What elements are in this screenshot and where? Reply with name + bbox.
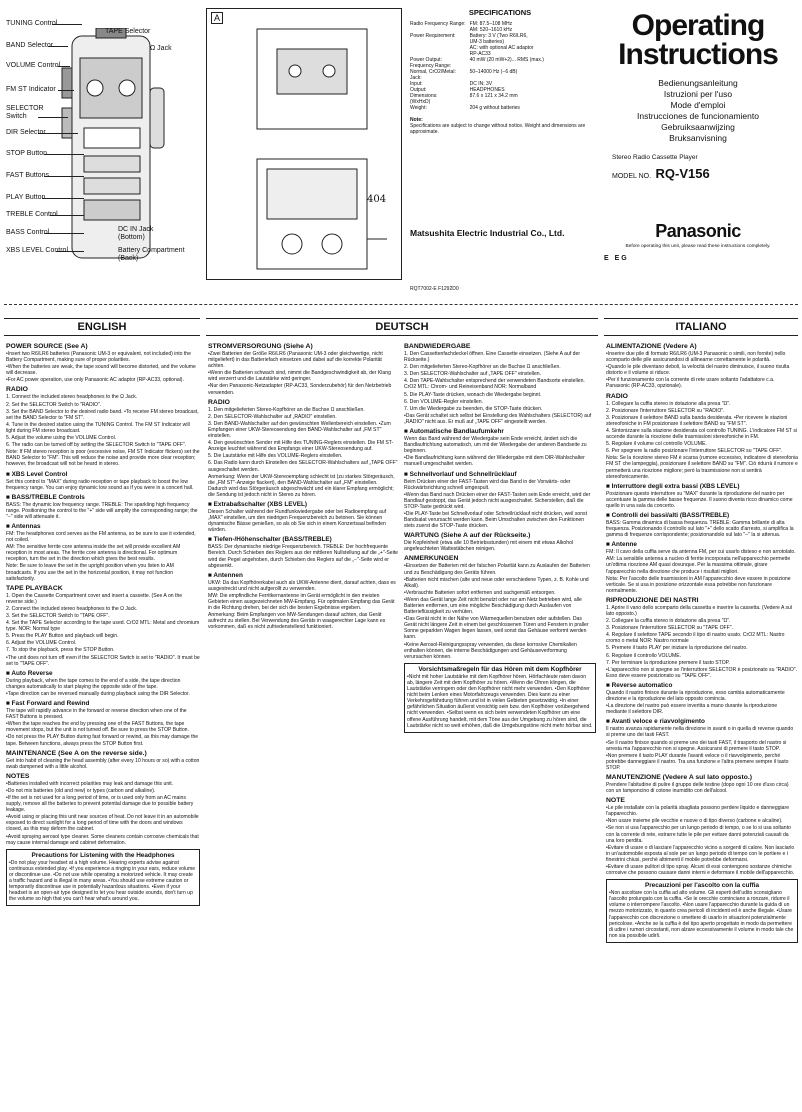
body-text: 6. The radio can be turned off by setting the SELECTOR Switch to "TAPE OFF". [6,442,187,449]
body-text: •When the batteries are weak, the tape sound will become distorted, and the volume will decrease. [6,364,196,377]
body-text: 4. Tune in the desired station using the TUNING Control. The FM ST Indicator will light during FM stereo broadcast. [6,421,190,434]
precautions-box [606,879,798,943]
body-text: •The unit does not turn off even if the SELECTOR Switch is set to "RADIO". It must be set to "TAPE OFF". [6,654,200,667]
body-text: AM: The sensitive ferrite core antenna inside the set will provide excellent AM reception in most areas. The ferrite core antenna is directional. For optimum reception, turn the set in the direction which gives the best results. [6,544,181,563]
body-text: 7. To stop the playback, press the STOP Button. [6,647,115,654]
spec-value: 204 g without batteries [469,105,520,111]
body-text: •Do not mix batteries (old and new) or types (carbon and alkaline). [6,787,156,794]
precautions-title: Precauzioni per l'ascolto con la cuffia [644,882,760,890]
body-text: •Avoid using or placing this unit near sources of heat. Do not leave it in an automobile exposed to direct sunlight for a long period of time with the doors and windows closed, as this may deform the cabinet. [6,814,199,833]
section-heading: MAINTENANCE (See A on the reverse side.) [6,749,147,757]
body-text: •Inserire due pile di formato R6/LR6 (UM-3 Panasonic o simili, non fornite) nello scomparto delle pile assicurandosi di allinearne correttamente le polarità. [606,351,786,364]
body-text: 7. Um die Wiedergabe zu beenden, die STOP-Taste drücken. [404,405,543,412]
callout-fast: FAST Buttons [6,172,50,179]
body-text: The tape will rapidly advance in the forward or reverse direction when one of the FAST Buttons is pressed. [6,708,187,721]
body-text: 5. Die PLAY-Taste drücken, wonach die Wiedergabe beginnt. [404,391,542,398]
spec-label: Dimensions: [410,93,438,99]
body-text: •If the set is not used for a long period of time, or is used only from an AC mains supply, remove all the batteries to prevent potential damage due to possible battery leakage. [6,794,194,814]
body-text: •Se non si usa l'apparecchio per un lungo periodo di tempo, o se lo si usa soltanto con la corrente di rete, estrarre tutte le pile per evitare danni potenziali causati da una loro perdita. [606,825,791,844]
cover-block [598,8,798,298]
cover-language: Gebruiksaanwijzing [661,122,735,132]
precautions-text: •Do not play your headset at a high volume. Hearing experts advise against continuous extended play. •If you experience a ringing in your ears, reduce volume or discontinue use. •Do not use while operating a motorized vehicle. It may create a traffic hazard and is illegal in many areas. •You should use extreme caution or temporarily discontinue use in potentially hazardous situations. •Even if your headset is an open-air type designed to let you hear outside sounds, don't turn up the volume so high that you can't hear what's around you. [9,859,196,903]
body-text: 1. Den mitgelieferten Stereo-Kopfhörer an die Buchse Ω anschließen. [208,406,365,413]
spec-value: Battery: 3 V (Two R6/LR6, [469,33,528,39]
body-text: Get into habit of cleaning the head assembly (after every 10 hours or so) with a cotton swab dampened with a little alcohol. [6,757,200,770]
body-text: UKW: Da das Kopfhörerkabel auch als UKW-Antenne dient, darauf achten, dass es ausgestreckt und nicht aufgerollt zu verwenden. [208,579,396,592]
specifications [410,8,590,198]
body-text: 1. Open the Cassette Compartment cover and insert a cassette. (See A on the reverse side.) [6,592,183,605]
spec-value: DC IN; 3V [469,81,493,87]
body-text: •Avoid spraying aerosol type cleaner. Some cleaners contain corrosive chemicals that may cause internal damage and cabinet deformation. [6,833,199,846]
body-text: Nota: Se la ricezione stereo FM è scarsa (rumore eccessivo, indicatore di stereofonia FM ST che lampeggia), posizionare il selettore BAND su "FM". Ciò ridurrà il rumore e permetterà una ricezione migliore; però la trasmissione non si sentirà stereofonicamente. [606,455,798,480]
specs-table [410,21,548,111]
body-text: 1. Den Cassettenfachdeckel öffnen. Eine Cassette einsetzen. (Siehe A auf der Rückseite.) [404,351,581,364]
body-text: 3. Posizionare il selettore BAND sulla banda desiderata. •Per ricevere le stazioni stereofoniche in FM posizionare il selettore BAND su "FM ST". [606,414,788,427]
callout-xbs: XBS LEVEL Control [6,247,68,254]
spec-value: 87.6 x 121 x 34.2 mm [469,93,518,99]
spec-value: HEADPHONES [469,87,505,93]
cassette-diagram [206,8,402,280]
body-text: Anmerkung: Beim Empfangen von MW-Sendungen darauf achten, das Gerät aufrecht zu stellen. Bei Verwendung des Geräts in waagerechter Lage kann es vorkommen, daß es nicht zufriedenstellend funktioniert. [208,612,386,631]
model-prefix: MODEL NO. [612,173,652,180]
precautions-title: Vorsichtsmaßregeln für das Hören mit dem Kopfhörer [418,665,582,673]
subsection-heading: ■ Fast Forward and Rewind [6,700,90,708]
spec-value: 50–14000 Hz (−6 dB) [469,69,518,75]
subsection-heading: ■ Antenne [606,541,637,549]
spec-row [410,105,548,111]
body-text: 1. Collegare la cuffia stereo in dotazione alla presa "Ω". [606,400,731,407]
subsection-heading: ■ Tiefen-/Höhenschalter (BASS/TREBLE) [208,536,332,544]
section-heading: STROMVERSORGUNG (Siehe A) [208,343,313,350]
body-text: •Insert two R6/LR6 batteries (Panasonic UM-3 or equivalent, not included) into the Battery Compartment, making sure of proper polarities. [6,351,191,364]
callout-jack: Ω Jack [150,45,172,52]
body-text: Posizionare questo interruttore su "MAX" durante la riproduzione del nastro per accentuare la gamma delle basse frequenze. Il suono diventa ricco dinamico come quello in una sala da concerto. [606,490,793,509]
body-text: Prendere l'abitudine di pulire il gruppo delle testine (dopo ogni 10 ore d'uso circa) con un tamponcino di cotone inumidito con dell'alcool. [606,781,789,795]
subsection-heading: ■ Antennen [208,571,243,579]
spec-label: Weight: [410,105,427,111]
italiano-column [606,340,798,1100]
body-text: •When the tape reaches the end by pressing one of the FAST Buttons, the tape movement stops, but the unit is not turned off. Be sure to press the STOP Button. [6,721,189,734]
section-heading: NOTE [606,797,625,805]
spec-label: Normal, CrO2/Metal: [410,69,456,75]
cassette-compartment-illustration [237,19,387,279]
body-text: AM: La sensibile antenna a nucleo di ferrite incorporata nell'apparecchio permette un'ottima ricezione AM quasi dovunque. Per la massima ottimale, girare l'apparecchio nella direzione che produce i risultati migliori. [606,556,791,575]
spec-label: Power Output: [410,57,442,63]
spec-value: 40 mW (20 mW+2)... RMS (max.) [469,57,544,63]
spec-label: Radio Frequency Range: [410,21,466,27]
body-text: Il nastro avanza rapidamente nella direzione in avanti o in quella di reverse quando si preme uno dei tasti FAST. [606,726,794,739]
precautions-box [404,663,596,733]
subsection-heading: ■ XBS Level Control [6,470,68,478]
spec-label: Output: [410,87,427,93]
body-text: •Wenn die Batterien schwach sind, nimmt die Bandgeschwindigkeit ab, der Klang wird verzerrt und die Lautstärke wird geringer. [208,370,391,383]
cover-title-2: Instructions [618,38,778,71]
spec-value: FM: 87.5–108 MHz [469,21,513,27]
body-text: •Per il funzionamento con la corrente di rete usare soltanto l'adattatore c.a. Panasonic (RP-AC33, opzionale). [606,377,775,390]
body-text: 2. Set the SELECTOR Switch to "RADIO". [6,401,102,408]
section-heading: ALIMENTAZIONE (Vedere A) [606,343,697,350]
subsection-heading: ■ Automatische Bandlaufumkehr [404,428,504,436]
deutsch-column-2 [404,340,596,780]
body-text: 2. Connect the included stereo headphones to the Ω Jack. [6,605,138,612]
body-text: 4. Set the TAPE Selector according to the tape used. CrO2 MTL: Metal and chromium type. NOR: Normal type [6,620,200,633]
callout-dcin-bottom: (Bottom) [118,234,145,241]
section-heading: RIPRODUZIONE DEI NASTRI [606,596,699,604]
spec-label: Jack: [410,75,422,81]
body-text: •Wenn das Gerät lange Zeit nicht benutzt oder nur am Netz betrieben wird, alle Batterien entfernen, um eine mögliche Beschädigung durch Auslaufen von Batterieflüssigkeit zu verhüten. [404,596,582,616]
precautions-text: •Nicht mit hoher Lautstärke mit dem Kopfhörer hören. Hörfachleute raten davon ab, längere Zeit mit dem Kopfhörer zu hören. •Wenn die Ohren klingen, die Lautstärke verringern oder den Kopfhörer nicht mehr verwenden. •Den Kopfhörer nicht beim Lenken eines Motorfahrzeugs verwenden. Dies kann zu einer Verkehrsgefährdung führen und ist in vielen Gebieten gesetzwidrig. •In einer gefährlichen Situation äußerst vorsichtig sein bzw. den Kopfhörer vorübergehend nicht verwenden. •Selbst wenn es sich beim verwendeten Kopfhörer um eine offene Ausführung handelt, mit dem Töne aus der Umgebung zu hören sind, die Lautstärke nicht so weit erhöhen, daß die Umgebungstöne nicht mehr hörbar sind. [407,673,593,729]
spec-label: (WxHxD) [410,99,431,105]
body-text: 3. Den SELECTOR-Wahlschalter auf „TAPE OFF" einstellen. [404,371,542,378]
body-text: •La direzione del nastro può essere invertita a mano durante la riproduzione mediante il selettore DIR. [606,703,778,716]
specs-note: Specifications are subject to change without notice. Weight and dimensions are approximate. [410,123,586,135]
body-text: Nota: Per l'ascolto delle trasmissioni in AM l'apparecchio deve essere in posizione verticale. Se si usa in posizione orizzontale essa potrebbe non funzionare normalmente. [606,575,791,594]
callout-volume: VOLUME Control [6,62,61,69]
callout-battery: Battery Compartment [118,247,185,254]
spec-value: AM: 520–1610 kHz [469,27,513,33]
callout-dcin: DC IN Jack [118,226,154,233]
deutsch-column-1 [208,340,398,780]
body-text: 6. Regolare il controllo VOLUME. [606,652,682,659]
body-text: Quando il nastro finisce durante la riproduzione, esso cambia automaticamente direzione e la riproduzione del lato opposto comincia. [606,689,785,703]
spec-value: RP-AC33 [469,51,491,57]
section-heading: ANMERKUNGEN [404,555,459,563]
cover-language: Istruzioni per l'uso [663,89,733,99]
body-text: •Non usare insieme pile vecchie e nuove o di tipo diverso (carbone e alcaline). [606,818,783,825]
body-text: Note: Be sure to leave the set in the upright position when you listen to AM broadcasts. If you use the set in the horizontal position, it may not function satisfactorily. [6,563,174,582]
section-heading: NOTES [6,772,30,780]
subsection-heading: ■ Schnellvorlauf und Schnellrücklauf [404,470,517,478]
section-heading: RADIO [208,398,230,406]
body-text: Anmerkung: Wenn der UKW-Stereoempfang schlecht ist (zu starkes Störgeräusch, die „FM ST"-Anzeige flackert), den BAND-Wahlschalter auf „FM" einstellen. Dadurch wird das Störgeräusch abgeschwächt und ein klarer Empfang ermöglicht; die Sendung ist jedoch nicht in Stereo zu hören. [208,473,395,498]
body-text: •Le pile installate con la polarità sbagliata possono perdere liquido e danneggiare l'apparecchio. [606,805,790,818]
body-text: During playback, when the tape comes to the end of a side, the tape direction changes automatically to start playing the opposite side of the tape. [6,677,181,690]
body-text: •Batteries installed with incorrect polarities may leak and damage this unit. [6,780,174,787]
subsection-heading: ■ Avanti veloce e riavvolgimento [606,718,705,726]
body-text: •Das Gerät schaltet sich selbst bei Einstellung des Wahlschalters (SELECTOR) auf „RADIO" nicht aus. Er muß auf „TAPE OFF" eingestellt werden. [404,412,592,425]
model-line [598,165,798,183]
body-text: 1. Aprire il vano dello scomparto della cassetta e inserire la cassetta. (Vedere A sul lato opposto.) [606,604,793,617]
spec-label: Input: [410,81,423,87]
document-code: RQT7002-E F1292D0 [410,286,459,292]
subsection-heading: ■ Extrabaßschalter (XBS LEVEL) [208,500,308,508]
body-text: •Evitare di usare o di lasciare l'apparecchio vicino a sorgenti di calore. Non lasciarlo in un'automobile esposta al sole per un lungo periodo di tempo con le portiere e i finestrini chiusi, perché altrimenti il mobile potrebbe deformarsi. [606,844,795,863]
body-text: Diesen Schalter während der Rundfunkwiedergabe oder bei Radioempfang auf „MAX" einstellen, um den niedrigen Frequenzbereich zu betonen. Sie können dynamische Bässe genießen, so als ob Sie sich in einem Konzertsaal befinden würden. [208,508,387,534]
body-text: 3. Set the BAND Selector to the desired radio band. •To receive FM stereo broadcast, set the BAND Selector to "FM ST". [6,408,199,421]
subsection-heading: ■ Interruttore degli extra bassi (XBS LEVEL) [606,482,740,490]
header-italiano: ITALIANO [604,318,798,336]
body-text: •Batterien nicht mischen (alte und neue oder verschiedene Typen, z. B. Kohle und Alkali). [404,576,589,589]
body-text: 4. Den TAPE-Wahlschalter entsprechend der verwendeten Bandsorte einstellen. CrO2 MTL: Chrom- und Reineisenband NOR: Normalband [404,378,585,391]
body-text: 3. Set the SELECTOR Switch to "TAPE OFF". [6,613,110,619]
callout-treble: TREBLE Control [6,211,58,218]
body-text: MW: Die empfindliche Ferritkernantenne im Gerät ermöglicht in den meisten Gebieten einen ausgezeichneten MW-Empfang. Für optimalen Empfang das Gerät in die Richtung drehen, bei der sich die besten Ergebnisse ergeben. [208,592,395,612]
body-text: 4. Regolare il selettore TAPE secondo il tipo di nastro usato. CrO2 MTL: Nastro cromo o metal NOR: Nastro normale [606,632,785,645]
cover-language: Bedienungsanleitung [658,78,738,88]
panasonic-logo: Panasonic [655,221,741,241]
region-codes: E EG [604,255,629,262]
body-text: 6. Den VOLUME-Regler einstellen. [404,398,483,405]
body-text: 6. Das Radio kann durch Einstellen des SELECTOR-Wahlschalters auf „TAPE OFF" ausgeschaltet werden. [208,460,398,473]
body-text: 5. Premere il tasto PLAY per iniziare la riproduzione del nastro. [606,645,748,652]
body-text: •Quando le pile diventano deboli, la velocità del nastro diminuisce, il suono risulta distorto e il volume si riduce. [606,364,790,377]
body-text: Beim Drücken einer der FAST-Tasten wird das Band in der Vorwärts- oder Rückwärtsrichtung schnell umgespult. [404,478,571,491]
callout-selector: SELECTOR [6,105,44,112]
header-deutsch: DEUTSCH [206,318,598,336]
body-text: •Non premere il tasto PLAY durante l'avanti veloce o il riavvolgimento, perché potrebbe danneggiare il nastro. Tra una funzione e l'altra premere sempre il tasto STOP. [606,752,789,771]
callout-bass: BASS Control [6,229,50,236]
section-heading: BANDWIEDERGABE [404,343,471,350]
section-heading: POWER SOURCE (See A) [6,343,88,350]
callout-dir: DIR Selector [6,129,46,136]
body-text: •Das Gerät nicht in der Nähe von Wärmequellen benutzen oder aufstellen. Das Gerät nicht längere Zeit in einem bei geschlossenen Türen und Fenstern in praller Sonne geparkten Wagen liegen lassen, weil sonst das Gehäuse verformt werden kann. [404,616,589,641]
subsection-heading: ■ Auto Reverse [6,669,53,677]
body-text: 7. Per terminare la riproduzione premere il tasto STOP. [606,659,730,666]
body-text: •Die PLAY-Taste bei Schnellvorlauf oder Schnellrücklauf nicht drücken, weil sonst Bandsalat verursacht werden kann. Beim Umschalten zwischen den Funktionen stets zuerst die STOP-Taste drücken. [404,510,587,530]
callout-tape-selector: TAPE Selector [105,28,151,35]
body-text: •Wenn das Band nach Drücken einer der FAST-Tasten sein Ende erreicht, wird der Bandlauf gestoppt, das Gerät jedoch nicht ausgeschaltet. Sicherstellen, daß die STOP-Taste gedrückt wird. [404,491,591,510]
callout-fm: FM ST Indicator [6,86,56,93]
subsection-heading: ■ BASS/TREBLE Controls [6,493,85,501]
body-text: BASS: Der dynamische niedrige Frequenzbereich. TREBLE: Der hochfrequente Bereich. Durch Schieben des Reglers aus der mittleren Nullstellung auf die „+"-Seite wird der Pegel angehoben, durch Schieben des Reglers auf die „−"-Seite wird er abgesenkt. [208,544,398,569]
body-text: 3. Posizionare l'interruttore SELECTOR su "TAPE OFF". [606,625,733,632]
body-text: •For AC power operation, use only Panasonic AC adaptor (RP-AC33, optional). [6,377,184,384]
specs-title: SPECIFICATIONS [468,8,532,17]
cover-title-1: Operating [631,9,765,42]
body-text: •Tape direction can be reversed manually during playback using the DIR Selector. [6,690,190,697]
section-heading: RADIO [6,386,28,394]
diagram-label-a: A [211,12,223,24]
cassette-player-illustration [60,28,170,268]
body-text: 6. Adjust the VOLUME Control. [6,640,77,647]
cover-language: Mode d'emploi [670,100,726,110]
header-english: ENGLISH [4,318,200,336]
device-diagram [0,0,200,300]
body-text: 4. Sintonizzare sulla stazione desiderata col controllo TUNING. L'indicatore FM ST si accende durante la ricezione delle trasmissioni stereofoniche in FM. [606,427,798,441]
body-text: •Se il nastro finisce quando si preme uno dei tasti FAST, il trasporto del nastro si arresta ma l'apparecchio non si spegne. Assicurarsi di premere il tasto STOP. [606,739,787,752]
body-text: BASS: The dynamic low frequency range. TREBLE: The sparkling high frequency range. Positioning the control to the "+" side will amplify the corresponding range; the "−" side will attenuate it. [6,501,198,520]
callout-play: PLAY Button [6,194,46,201]
cover-language: Bruksanvisning [669,133,727,143]
body-text: •Keine Aerosol-Reinigungsspray verwenden, da diese korrosive Chemikalien enthalten können, die interne Beschädigungen und Gehäuseverformung verursachen können. [404,641,577,660]
body-text: •Zwei Batterien der Größe R6/LR6 (Panasonic UM-3 oder gleichwertige, nicht mitgeliefert) in das Batteriefach einsetzen und dabei auf die korrekte Polarität achten. [208,351,383,370]
spec-value: AC: with optional AC adaptor [469,45,534,51]
precautions-title: Precautions for Listening with the Headphones [31,851,175,859]
precautions-text: •Non ascoltare con la cuffia ad alto volume. Gli esperti dell'udito sconsigliano l'ascolto prolungato con la cuffia. •Se le orecchie cominciano a ronzare, ridurre il volume o interrompere l'ascolto. •Non usare l'apparecchio durante la guida di un mezzo motorizzato, in quanto crea pericoli di incidenti ed è anche illegale. •Usare l'apparecchio con discrezione o smettere di usarlo in situazioni potenzialmente pericolose. •Anche se la cuffia è del tipo aperto progettato in modo da permettere di udire i rumori circostanti, non alzare eccessivamente il volume in modo tale che non sia possibile udirli. [609,890,794,939]
body-text: •Do not press the PLAY Button during fast forward or rewind, as this may damage the tape. Between functions, always press the STOP Button first. [6,734,199,747]
body-text: •Verbrauchte Batterien sofort entfernen und sachgemäß entsorgen. [404,589,556,596]
body-text: 2. Den SELECTOR-Wahlschalter auf „RADIO" einstellen. [208,413,337,420]
body-text: •L'apparecchio non si spegne se l'interruttore SELECTOR è posizionato su "RADIO". Esso deve essere posizionato su "TAPE OFF". [606,666,798,679]
body-text: 2. Posizionare l'interruttore SELECTOR su "RADIO". [606,407,725,414]
body-text: 5. Die Lautstärke mit Hilfe des VOLUME-Reglers einstellen. [208,453,343,460]
cover-language: Instrucciones de funcionamiento [637,111,759,121]
section-heading: WARTUNG (Siehe A auf der Rückseite.) [404,532,531,540]
handwritten-note: 404 [367,194,387,205]
body-text: 5. Adjust the volume using the VOLUME Control. [6,435,117,442]
body-text: 4. Den gewünschten Sender mit Hilfe des TUNING-Reglers einstellen. Die FM ST-Anzeige leuchtet während des Empfangs einer UKW-Stereosendung auf. [208,440,394,453]
company-name: Matsushita Electric Industrial Co., Ltd. [410,228,565,238]
precautions-box [6,849,200,907]
body-text: •Die Bandlaufrichtung kann während der Wiedergabe mit dem DIR-Wahlschalter manuell umgeschaltet werden. [404,455,585,468]
cover-languages [598,78,798,144]
body-text: Set this control to "MAX" during radio reception or tape playback to boost the low frequency range. You can enjoy dynamic low sound as if you were in a concert hall. [6,478,194,491]
body-text: 1. Connect the included stereo headphones to the Ω Jack. [6,394,138,401]
body-text: 5. Press the PLAY Button and playback will begin. [6,633,119,640]
body-text: Wenn das Band während der Wiedergabe sein Ende erreicht, ändert sich die Bandlaufrichtung automatisch, um mit der Wiedergabe der anderen Bandseite zu beginnen. [404,436,587,455]
spec-label: Frequency Range: [410,63,452,69]
read-instructions: Before operating this unit, please read these instructions completely. [625,244,771,249]
callout-band: BAND Selector [6,42,54,49]
body-text: FM: The headphones cord serves as the FM antenna, so be sure to use it extended, not coiled. [6,530,196,544]
body-text: BASS: Gamma dinamica di bassa frequenza. TREBLE: Gamma brillante di alta frequenza. Posizionando il controllo sul lato "+" dello scatto d'arresto, si amplifica la gamma di frequenze corrispondente; posizionandolo sul lato "−" la si attenua. [606,519,794,539]
specs-note-title: Note: [410,117,423,123]
body-text: 5. Regolare il volume col controllo VOLUME. [606,441,707,448]
body-text: 2. Den mitgelieferten Stereo-Kopfhörer an die Buchse Ω anschließen. [404,364,561,371]
callout-tuning: TUNING Control [6,20,58,27]
spec-label: Power Requirement: [410,33,456,39]
subsection-heading: ■ Reverse automatico [606,681,673,689]
subsection-heading: ■ Antennas [6,522,41,530]
body-text: FM: Il cavo della cuffia serve da antenna FM, per cui usarlo disteso e non arrotolato. [606,549,796,556]
body-text: Note: If FM stereo reception is poor (excessive noise, FM ST Indicator flickers) set the BAND Selector to "FM". This will reduce the noise and provide more clear reception; however, the broadcast will not be heard in stereo. [6,449,200,468]
section-heading: RADIO [606,392,628,400]
callout-switch: Switch [6,113,27,120]
subsection-heading: ■ Controlli dei bassi/alti (BASS/TREBLE) [606,511,730,519]
body-text: •Nur den Panasonic-Netzadapter (RP-AC33, Sonderzubehör) für den Netzbetrieb verwenden. [208,383,392,396]
english-column [6,340,200,1100]
section-heading: MANUTENZIONE (Vedere A sul lato opposto.) [606,773,753,781]
spec-value: UM-3 batteries) [469,39,505,45]
callout-battery-back: (Back) [118,255,139,262]
body-text: •Evitare di usare pulitori di tipo spray. Alcuni di essi contengono sostanze chimiche corrosive che possono causare danni interni e deformare il mobile dell'apparecchio. [606,864,795,877]
callout-stop: STOP Button [6,150,47,157]
body-text: Die Kopfeinheit (etwa alle 10 Betriebsstunden) mit einem mit etwas Alkohol angefeuchteten Wattestäbchen reinigen. [404,540,574,553]
model-number: RQ-V156 [655,166,710,181]
section-heading: TAPE PLAYBACK [6,584,63,592]
product-name: Stereo Radio Cassette Player [612,154,698,161]
body-text: •Einsetzen der Batterien mit der falschen Polarität kann zu Auslaufen der Batterien und zu Beschädigung des Geräts führen. [404,563,590,576]
body-text: 6. Per spegnere la radio posizionare l'interruttore SELECTOR su "TAPE OFF". [606,448,783,455]
body-text: 2. Collegare la cuffia stereo in dotazione alla presa "Ω". [606,618,731,625]
body-text: 3. Den BAND-Wahlschalter auf den gewünschten Wellenbereich einstellen. •Zum Empfangen einer UKW-Stereosendung den BAND-Wahlschalter auf „FM ST" einstellen. [208,420,391,440]
